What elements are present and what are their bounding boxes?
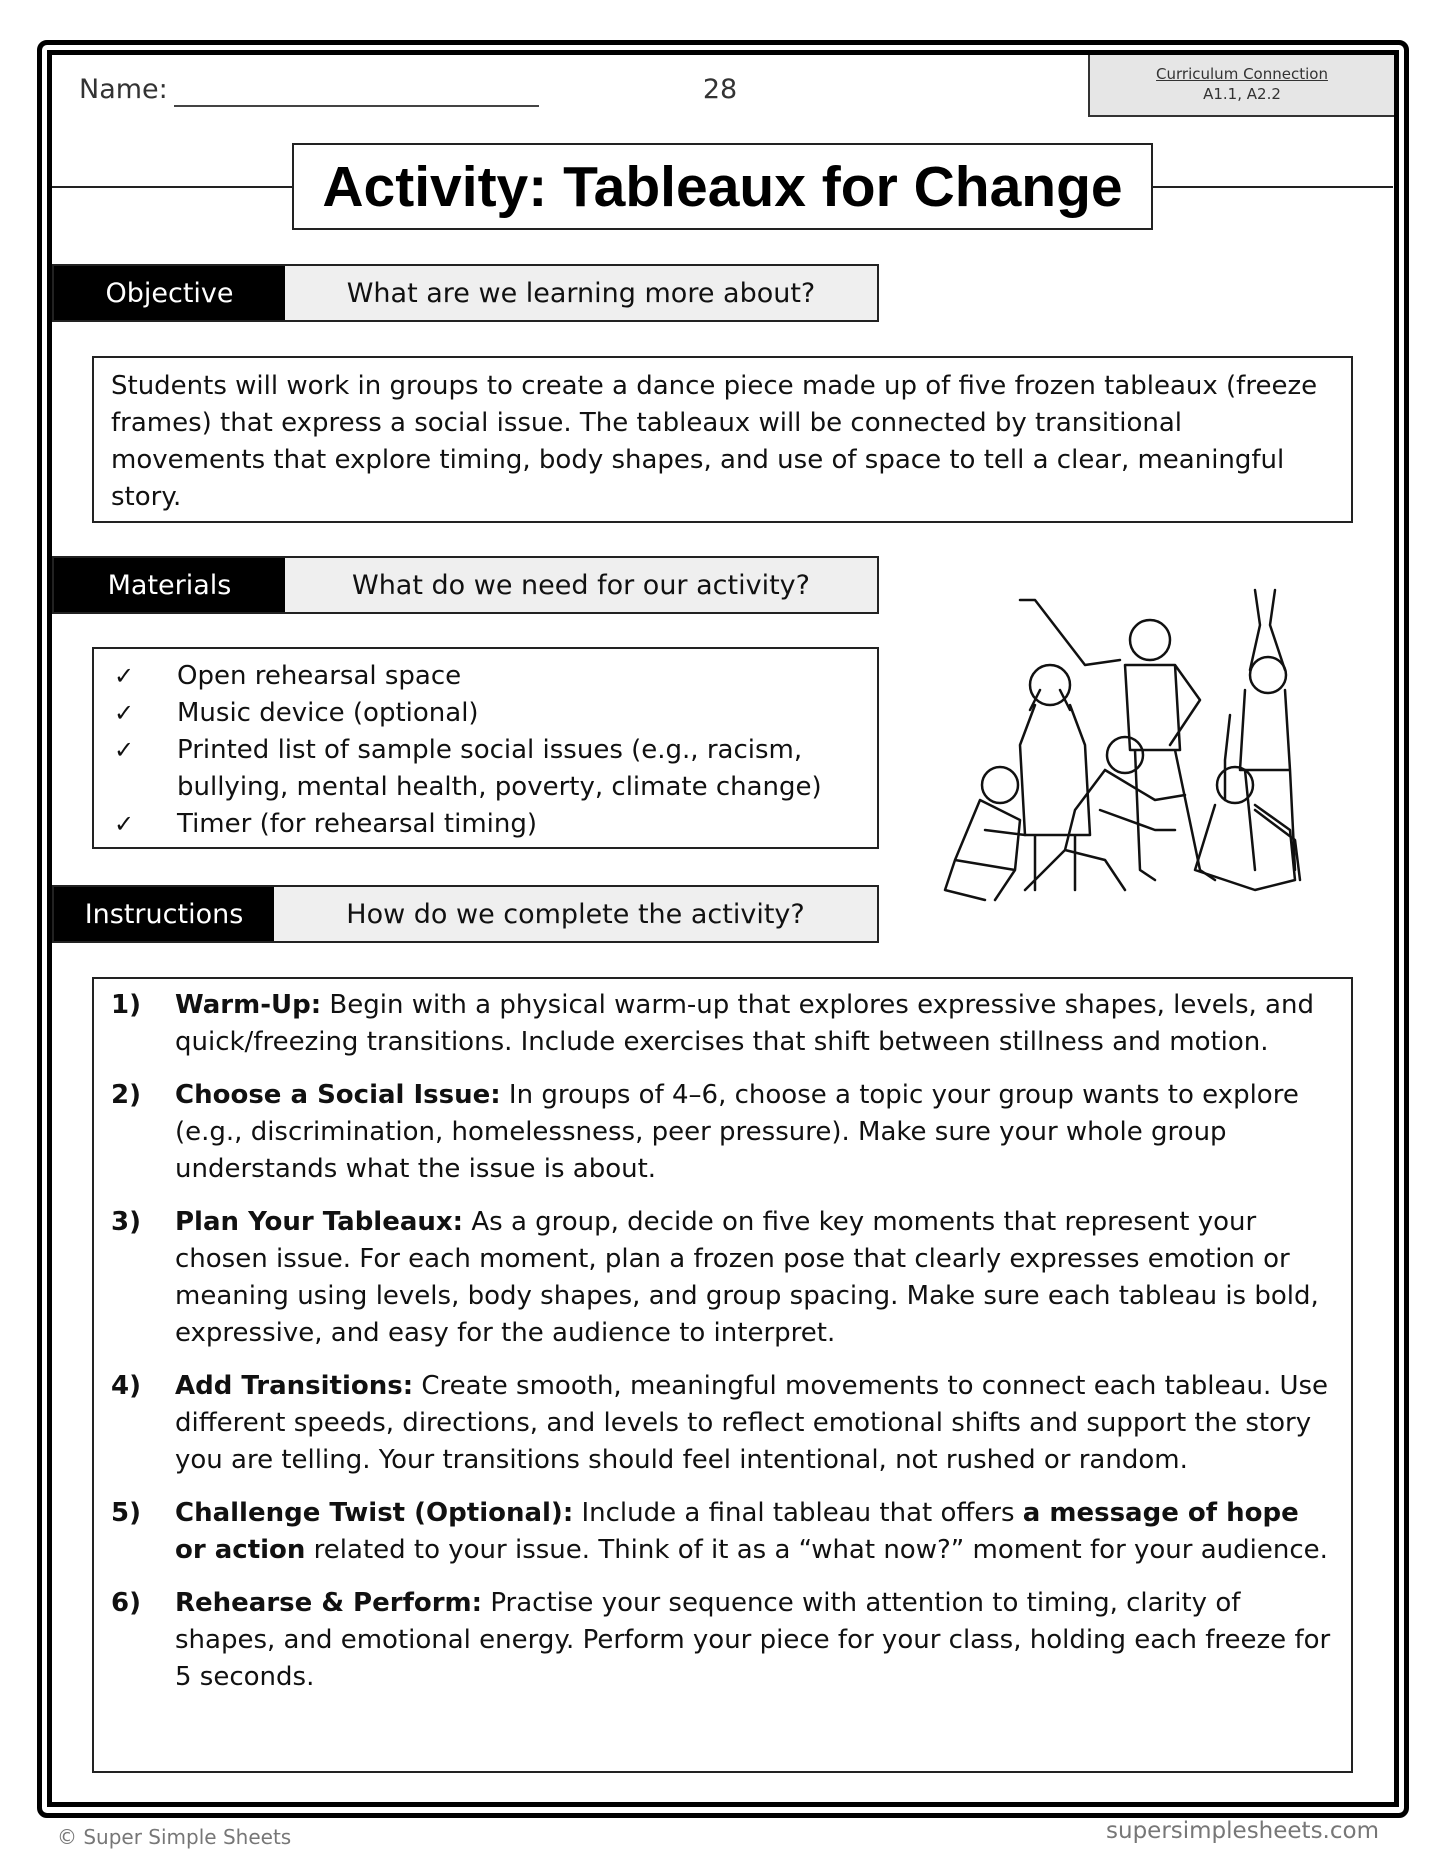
step-text: Include a final tableau that offers bbox=[573, 1498, 1023, 1528]
materials-item bbox=[114, 658, 867, 695]
curriculum-connection-box bbox=[1088, 55, 1394, 117]
instruction-step bbox=[111, 987, 1333, 1061]
step-body bbox=[175, 987, 1333, 1061]
instructions-box bbox=[92, 977, 1353, 1773]
materials-item bbox=[114, 732, 867, 806]
materials-item-text: Open rehearsal space bbox=[177, 661, 462, 691]
step-title: Warm-Up: bbox=[175, 990, 322, 1020]
checkmark-icon: ✓ bbox=[114, 699, 135, 727]
step-text: In groups of 4–6, choose a topic your group wants to explore (e.g., discrimination, homelessness, peer pressure). Make sure your whole group understands what the issue is about. bbox=[175, 1080, 1299, 1184]
instructions-label: Instructions bbox=[54, 887, 274, 941]
step-title: Plan Your Tableaux: bbox=[175, 1207, 464, 1237]
step-text: As a group, decide on five key moments that represent your chosen issue. For each moment, plan a frozen pose that clearly expresses emotion or meaning using levels, body shapes, and group spacing. Make sure each tableau is bold, expressive, and easy for the audience to interpret. bbox=[175, 1207, 1319, 1348]
group-tableau-illustration-icon bbox=[925, 570, 1330, 915]
step-title: Rehearse & Perform: bbox=[175, 1588, 483, 1618]
step-text: Practise your sequence with attention to timing, clarity of shapes, and emotional energy. Perform your piece for your class, holding each freeze for 5 seconds. bbox=[175, 1588, 1331, 1692]
objective-box bbox=[92, 356, 1353, 523]
instruction-step bbox=[111, 1204, 1333, 1352]
materials-box bbox=[92, 647, 879, 849]
step-number: 6) bbox=[111, 1588, 141, 1618]
step-number: 2) bbox=[111, 1080, 141, 1110]
step-body bbox=[175, 1585, 1333, 1696]
objective-label: Objective bbox=[54, 266, 285, 320]
step-title: Challenge Twist (Optional): bbox=[175, 1498, 574, 1528]
checkmark-icon: ✓ bbox=[114, 736, 135, 764]
materials-label: Materials bbox=[54, 558, 285, 612]
materials-item-text: Music device (optional) bbox=[177, 698, 479, 728]
curriculum-title: Curriculum Connection bbox=[1156, 65, 1328, 83]
materials-item bbox=[114, 695, 867, 732]
materials-header bbox=[52, 556, 879, 614]
instruction-step bbox=[111, 1077, 1333, 1188]
step-body bbox=[175, 1077, 1333, 1188]
website-link[interactable]: supersimplesheets.com bbox=[1106, 1818, 1379, 1844]
curriculum-codes: A1.1, A2.2 bbox=[1203, 85, 1281, 103]
step-number: 3) bbox=[111, 1207, 141, 1237]
step-number: 1) bbox=[111, 990, 141, 1020]
instructions-list bbox=[94, 979, 1351, 1696]
step-text: Begin with a physical warm-up that explores expressive shapes, levels, and quick/freezing transitions. Include exercises that shift between stillness and motion. bbox=[175, 990, 1314, 1057]
checkmark-icon: ✓ bbox=[114, 810, 135, 838]
step-body bbox=[175, 1204, 1333, 1352]
materials-list bbox=[94, 649, 877, 843]
step-number: 4) bbox=[111, 1371, 141, 1401]
objective-question: What are we learning more about? bbox=[346, 277, 816, 309]
instruction-step bbox=[111, 1368, 1333, 1479]
objective-header bbox=[52, 264, 879, 322]
step-text: Create smooth, meaningful movements to connect each tableau. Use different speeds, directions, and levels to reflect emotional shifts and support the story you are telling. Your transitions should feel intentional, not rushed or random. bbox=[175, 1371, 1329, 1475]
instruction-step bbox=[111, 1495, 1333, 1569]
materials-item bbox=[114, 806, 867, 843]
materials-item-text: Timer (for rehearsal timing) bbox=[177, 809, 538, 839]
step-body bbox=[175, 1495, 1333, 1569]
copyright-text: © Super Simple Sheets bbox=[57, 1825, 292, 1849]
step-title: Add Transitions: bbox=[175, 1371, 414, 1401]
step-title: Choose a Social Issue: bbox=[175, 1080, 501, 1110]
step-emphasis: a message of hope or action bbox=[175, 1498, 1299, 1565]
page-number: 28 bbox=[702, 74, 738, 105]
name-label: Name: bbox=[79, 74, 168, 105]
instructions-question: How do we complete the activity? bbox=[346, 898, 805, 930]
step-text: related to your issue. Think of it as a “what now?” moment for your audience. bbox=[305, 1535, 1328, 1565]
step-body bbox=[175, 1368, 1333, 1479]
instruction-step bbox=[111, 1585, 1333, 1696]
instructions-header bbox=[52, 885, 879, 943]
name-input-line[interactable] bbox=[174, 105, 539, 107]
checkmark-icon: ✓ bbox=[114, 662, 135, 690]
step-number: 5) bbox=[111, 1498, 141, 1528]
materials-question: What do we need for our activity? bbox=[352, 569, 810, 601]
objective-text: Students will work in groups to create a dance piece made up of five frozen tableaux (freeze frames) that express a social issue. The tableaux will be connected by transitional movements that explore timing, body shapes, and use of space to tell a clear, meaningful story. bbox=[111, 371, 1318, 512]
materials-item-text: Printed list of sample social issues (e.g., racism, bullying, mental health, poverty, climate change) bbox=[177, 735, 822, 802]
page-title: Activity: Tableaux for Change bbox=[292, 143, 1153, 230]
